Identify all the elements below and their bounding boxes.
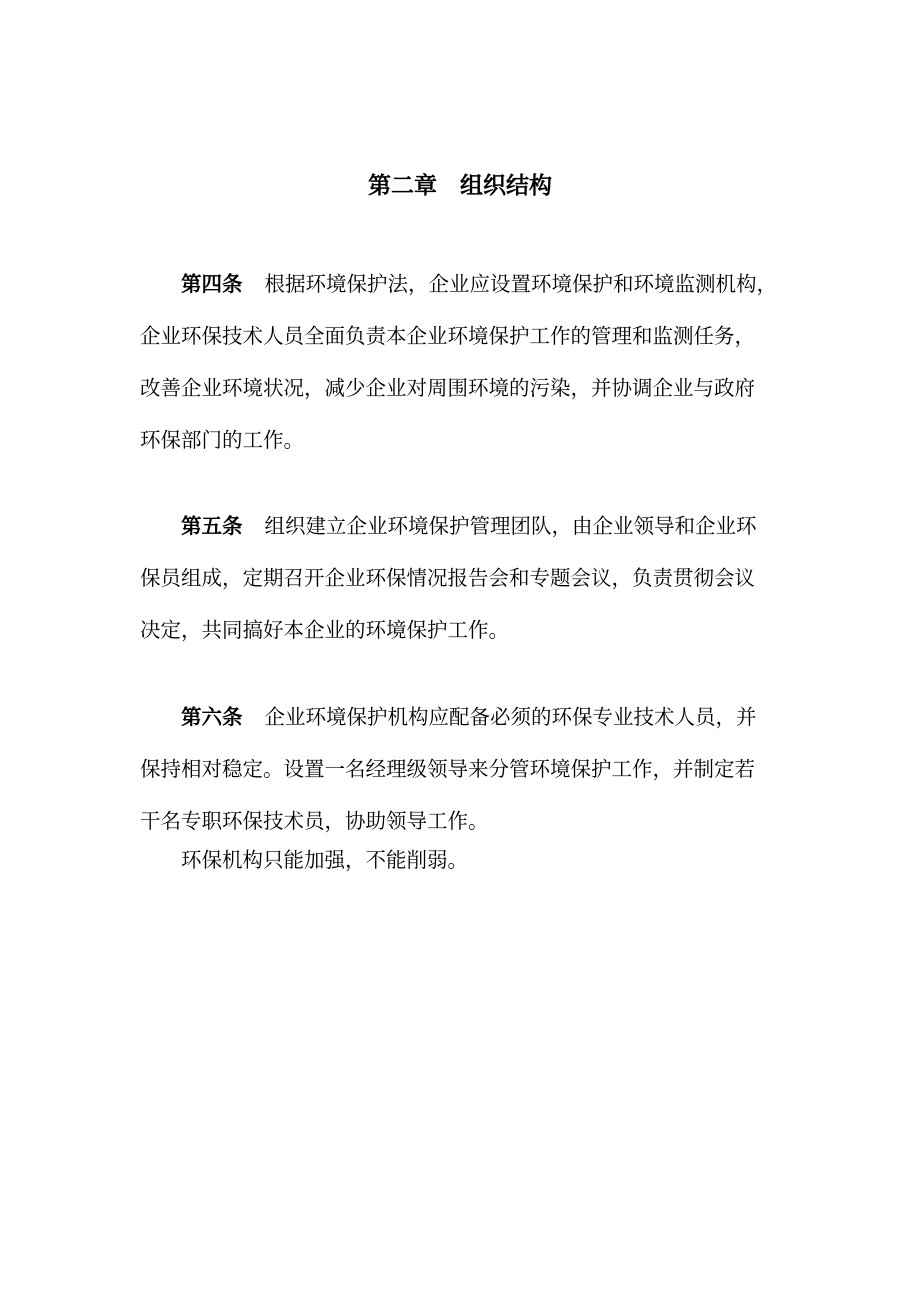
article-4-label: 第四条 — [181, 272, 243, 296]
article-4-line-4: 环保部门的工作。 — [140, 428, 304, 452]
article-4-line-1 — [140, 258, 790, 310]
article-6-label: 第六条 — [181, 705, 243, 729]
article-6-line-1 — [140, 691, 790, 743]
article-6 — [140, 691, 790, 847]
article-4-line-2: 企业环保技术人员全面负责本企业环境保护工作的管理和监测任务， — [140, 324, 755, 348]
article-5-text-1: 组织建立企业环境保护管理团队，由企业领导和企业环 — [264, 514, 757, 538]
article-4-line-3: 改善企业环境状况，减少企业对周围环境的污染，并协调企业与政府 — [140, 376, 755, 400]
article-4 — [140, 258, 790, 466]
article-6-line-3: 干名专职环保技术员，协助领导工作。 — [140, 809, 489, 833]
article-6-line-2: 保持相对稳定。设置一名经理级领导来分管环境保护工作，并制定若 — [140, 757, 755, 781]
article-5-line-2: 保员组成，定期召开企业环保情况报告会和专题会议，负责贯彻会议 — [140, 566, 755, 590]
article-5-label: 第五条 — [181, 514, 243, 538]
article-5 — [140, 500, 790, 656]
article-5-line-1 — [140, 500, 790, 552]
closing-paragraph: 环保机构只能加强，不能削弱。 — [181, 848, 468, 872]
article-6-text-1: 企业环境保护机构应配备必须的环保专业技术人员，并 — [264, 705, 757, 729]
chapter-title: 第二章 组织结构 — [368, 172, 552, 199]
article-4-text-1: 根据环境保护法，企业应设置环境保护和环境监测机构， — [264, 272, 777, 296]
article-5-line-3: 决定，共同搞好本企业的环境保护工作。 — [140, 618, 509, 642]
